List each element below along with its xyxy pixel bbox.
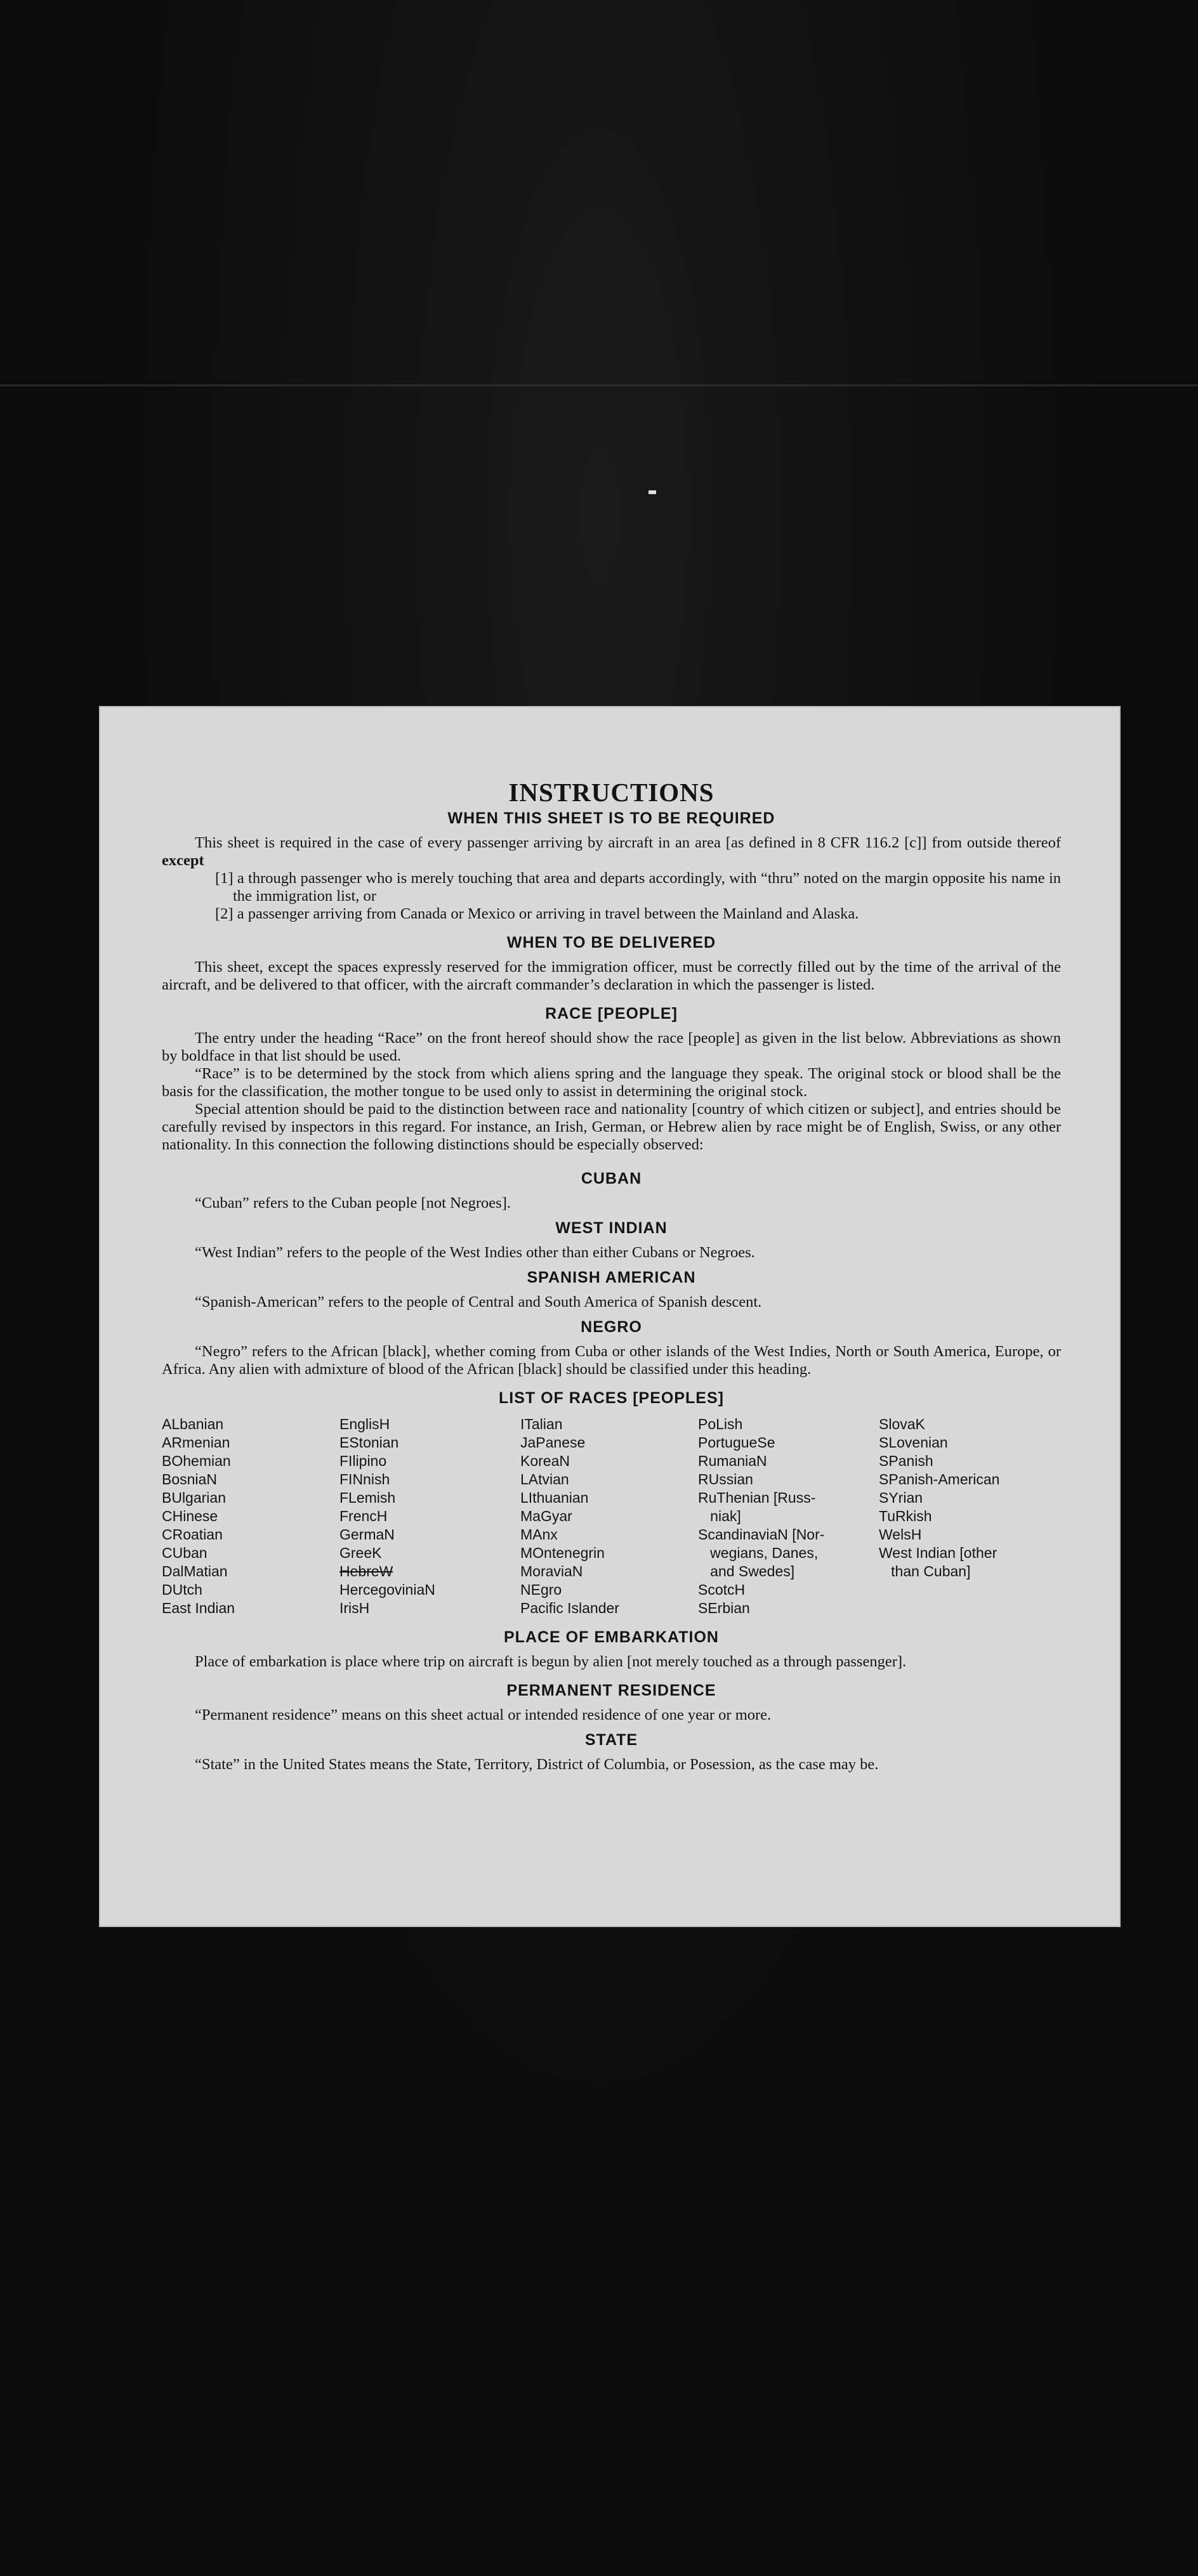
race-item: MaGyar <box>520 1508 572 1524</box>
permanent-residence-text: “Permanent residence” means on this sheet actual or intended residence of one year or more. <box>195 1706 772 1723</box>
race-item: WelsH <box>879 1526 922 1543</box>
race-paragraph-2: “Race” is to be determined by the stock from which aliens spring and the language they speak. The original stock or blood shall be the basis for the classification, the mother tongue to be used only to assist in determining the original stock. <box>162 1065 1061 1100</box>
race-item: MOntenegrin <box>520 1545 605 1561</box>
race-item: BOhemian <box>162 1453 231 1469</box>
race-item: KoreaN <box>520 1453 570 1469</box>
race-item: BosniaN <box>162 1471 217 1487</box>
races-column-1 <box>162 1415 339 1618</box>
races-column-5 <box>879 1415 1061 1618</box>
race-item: PoLish <box>698 1416 743 1432</box>
document-title: INSTRUCTIONS <box>508 778 714 807</box>
race-item: FLemish <box>339 1489 396 1506</box>
when-required-item-1: [1] a through passenger who is merely touching that area and departs accordingly, with “thru” noted on the margin opposite his name in the immigration list, or <box>215 870 1061 905</box>
race-item: DUtch <box>162 1581 202 1598</box>
when-delivered-text: This sheet, except the spaces expressly reserved for the immigration officer, must be correctly filled out by the time of the arrival of the aircraft, and be delivered to that officer, with the aircraft commander’s declaration in which the passenger is listed. <box>162 958 1061 993</box>
race-item: RUssian <box>698 1471 753 1487</box>
section-heading-when-required: WHEN THIS SHEET IS TO BE REQUIRED <box>447 809 775 827</box>
race-item: GreeK <box>339 1545 382 1561</box>
section-heading-spanish-american: SPANISH AMERICAN <box>527 1269 696 1286</box>
race-item: MoraviaN <box>520 1563 583 1579</box>
race-item: ARmenian <box>162 1434 230 1451</box>
race-item: MAnx <box>520 1526 558 1543</box>
race-item: East Indian <box>162 1600 235 1616</box>
race-item: West Indian [other <box>879 1545 997 1561</box>
race-item: EStonian <box>339 1434 399 1451</box>
race-item: JaPanese <box>520 1434 586 1451</box>
race-item: TuRkish <box>879 1508 932 1524</box>
scan-artifact-speck <box>648 490 656 494</box>
race-item: ScotcH <box>698 1581 746 1598</box>
race-item: BUlgarian <box>162 1489 226 1506</box>
races-list <box>162 1415 1061 1618</box>
when-required-intro-text: This sheet is required in the case of every passenger arriving by aircraft in an area [as defined in 8 CFR 116.2 [c]] from outside thereof <box>195 834 1061 851</box>
race-item: DalMatian <box>162 1563 228 1579</box>
state-text: “State” in the United States means the State, Territory, District of Columbia, or Posession, as the case may be. <box>195 1756 879 1773</box>
race-item: LIthuanian <box>520 1489 589 1506</box>
section-heading-west-indian: WEST INDIAN <box>555 1219 668 1237</box>
race-item: wegians, Danes, <box>698 1545 819 1561</box>
race-item: IrisH <box>339 1600 370 1616</box>
race-item-struck: HebreW <box>339 1563 393 1579</box>
race-item: CRoatian <box>162 1526 223 1543</box>
section-heading-cuban: CUBAN <box>581 1170 642 1187</box>
race-item: HercegoviniaN <box>339 1581 435 1598</box>
race-item: FINnish <box>339 1471 390 1487</box>
section-heading-race: RACE [PEOPLE] <box>545 1005 678 1023</box>
document-sheet <box>99 706 1121 1927</box>
when-required-except: except <box>162 852 204 869</box>
section-heading-when-delivered: WHEN TO BE DELIVERED <box>506 934 716 951</box>
race-item: SlovaK <box>879 1416 925 1432</box>
embarkation-text: Place of embarkation is place where trip on aircraft is begun by alien [not merely touched as a through passenger]. <box>195 1653 907 1670</box>
cuban-text: “Cuban” refers to the Cuban people [not Negroes]. <box>195 1194 511 1212</box>
races-column-2 <box>339 1415 520 1618</box>
race-item: FrencH <box>339 1508 388 1524</box>
race-paragraph-1: The entry under the heading “Race” on the front hereof should show the race [people] as given in the list below. Abbreviations as shown by boldface in that list should be used. <box>162 1030 1061 1064</box>
race-item: RuThenian [Russ- <box>698 1489 816 1506</box>
race-item: SLovenian <box>879 1434 948 1451</box>
section-heading-list-of-races: LIST OF RACES [PEOPLES] <box>499 1389 724 1407</box>
race-item: SPanish <box>879 1453 933 1469</box>
races-column-3 <box>520 1415 698 1618</box>
race-item: EnglisH <box>339 1416 390 1432</box>
when-required-item-2: [2] a passenger arriving from Canada or Mexico or arriving in travel between the Mainland and Alaska. <box>215 905 859 922</box>
race-item: ALbanian <box>162 1416 224 1432</box>
race-paragraph-3: Special attention should be paid to the distinction between race and nationality [country of which citizen or subject], and entries should be carefully revised by inspectors in this regard. For instance, an Irish, German, or Hebrew alien by race might be of English, Swiss, or any other nationality. In this connection the following distinctions should be especially observed: <box>162 1101 1061 1153</box>
race-item: SErbian <box>698 1600 750 1616</box>
section-heading-state: STATE <box>584 1731 638 1749</box>
section-heading-embarkation: PLACE OF EMBARKATION <box>504 1628 719 1646</box>
race-item: than Cuban] <box>879 1563 971 1579</box>
scan-artifact-line <box>0 384 1198 386</box>
race-item: CUban <box>162 1545 207 1561</box>
section-heading-permanent-residence: PERMANENT RESIDENCE <box>506 1682 716 1699</box>
race-item: and Swedes] <box>698 1563 795 1579</box>
race-item: NEgro <box>520 1581 562 1598</box>
negro-text: “Negro” refers to the African [black], whether coming from Cuba or other islands of the West Indies, North or South America, Europe, or Africa. Any alien with admixture of blood of the African [black] should be classified under this heading. <box>162 1343 1061 1378</box>
race-item: PortugueSe <box>698 1434 775 1451</box>
section-heading-negro: NEGRO <box>581 1318 642 1336</box>
spanish-american-text: “Spanish-American” refers to the people of Central and South America of Spanish descent. <box>195 1293 762 1311</box>
document-body <box>162 777 1061 1774</box>
race-item: CHinese <box>162 1508 218 1524</box>
race-item: SPanish-American <box>879 1471 1000 1487</box>
race-item: FIlipino <box>339 1453 387 1469</box>
races-column-4 <box>698 1415 879 1618</box>
race-item: ScandinaviaN [Nor- <box>698 1526 825 1543</box>
west-indian-text: “West Indian” refers to the people of the West Indies other than either Cubans or Negroes. <box>195 1244 755 1261</box>
race-item: niak] <box>698 1508 741 1524</box>
race-item: ITalian <box>520 1416 563 1432</box>
race-item: GermaN <box>339 1526 395 1543</box>
race-item: LAtvian <box>520 1471 569 1487</box>
when-required-intro <box>162 834 1061 870</box>
race-item: SYrian <box>879 1489 923 1506</box>
race-item: RumaniaN <box>698 1453 767 1469</box>
race-item: Pacific Islander <box>520 1600 619 1616</box>
